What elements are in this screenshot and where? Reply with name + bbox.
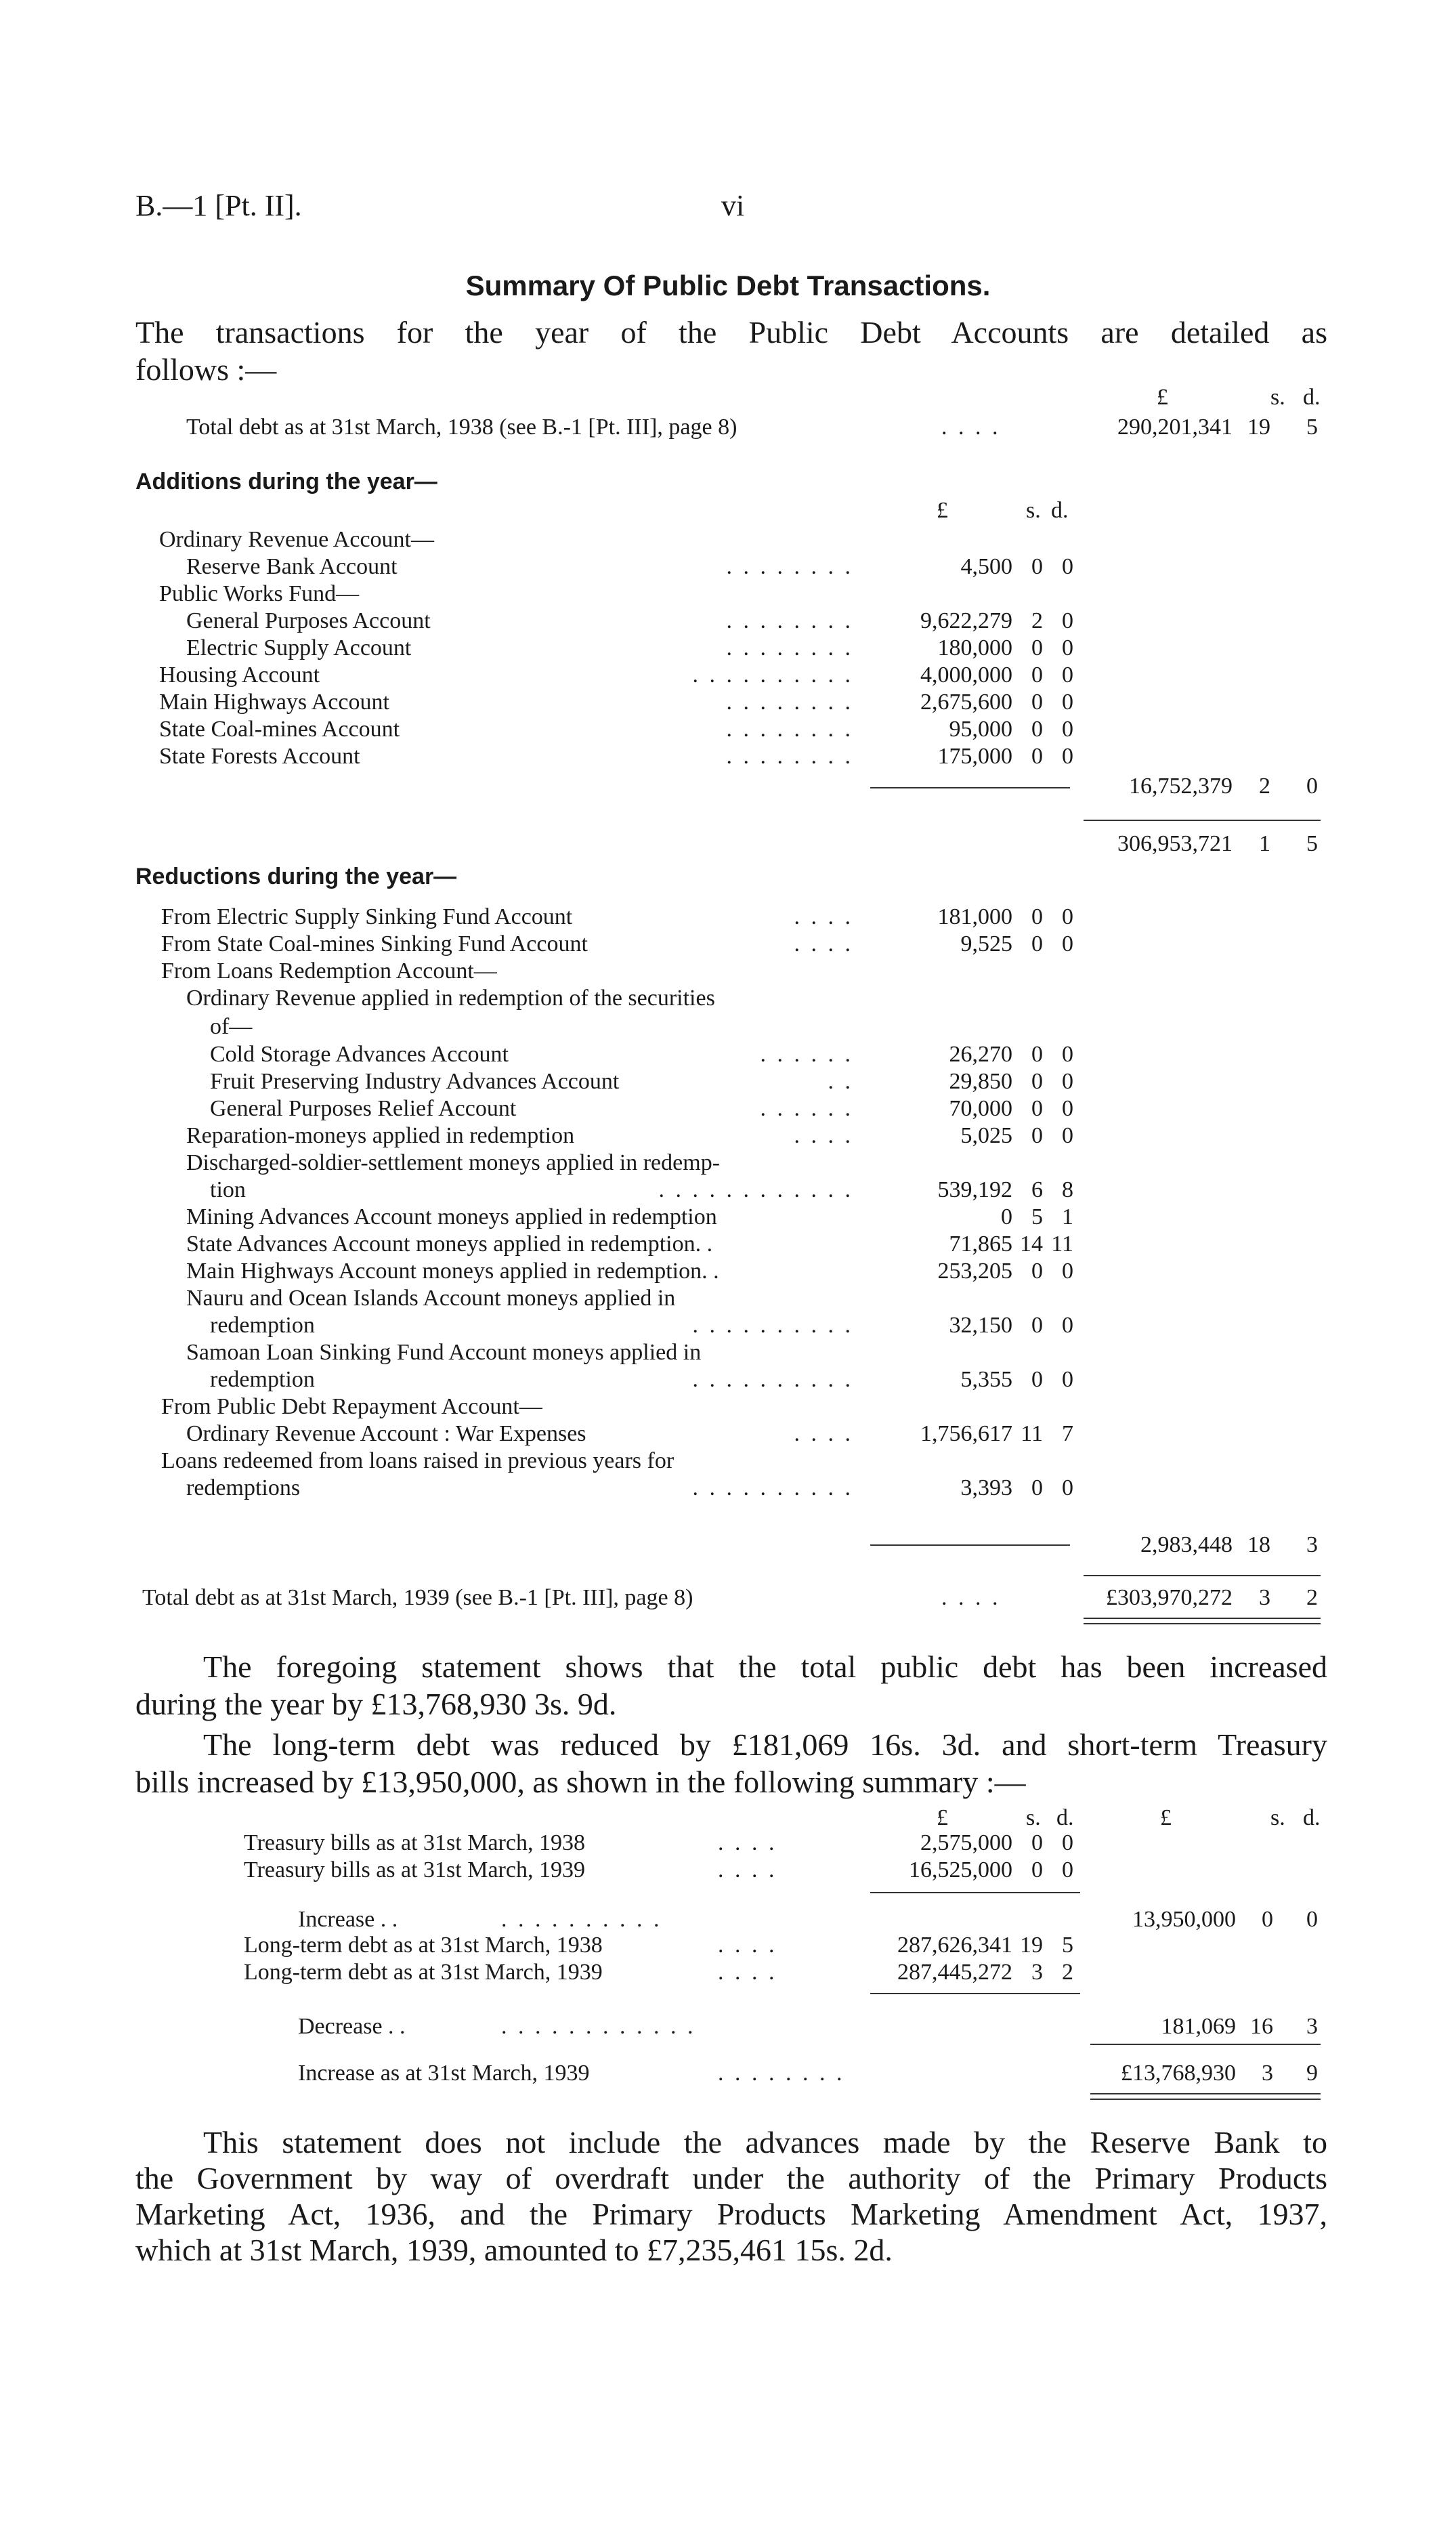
reductions-total-pence: 3 <box>1306 1532 1318 1557</box>
reductions-row-label: Ordinary Revenue applied in redemption of the securities <box>186 986 715 1011</box>
summary-lt1939-pence: 2 <box>1062 1960 1073 1985</box>
reductions-total-shillings: 18 <box>1247 1532 1270 1557</box>
additions-row-shillings: 0 <box>1031 635 1043 660</box>
summary-decrease-pence: 3 <box>1306 2014 1318 2039</box>
summary-tb1939-shillings: 0 <box>1031 1857 1043 1882</box>
reductions-row-pence: 0 <box>1062 1367 1073 1392</box>
summary-decrease-dots: . . . . . . . . . . . . <box>501 2014 696 2039</box>
reductions-heading: Reductions during the year— <box>135 864 457 889</box>
summary-increase-pounds: 13,950,000 <box>1132 1907 1236 1932</box>
reductions-row-pence: 0 <box>1062 1042 1073 1067</box>
reductions-row-shillings: 0 <box>1031 1042 1043 1067</box>
additions-row-pence: 0 <box>1062 662 1073 688</box>
reductions-row-pounds: 1,756,617 <box>920 1421 1012 1446</box>
opening-total-label: Total debt as at 31st March, 1938 (see B.-1 [Pt. III], page 8) <box>186 415 737 440</box>
summary-col-head-pence-1: d. <box>1056 1805 1074 1830</box>
summary-lt1939-pounds: 287,445,272 <box>897 1960 1012 1985</box>
summary-decrease-rule <box>1090 2044 1321 2045</box>
para3-line-2: the Government by way of overdraft under the authority of the Primary Products <box>135 2161 1327 2195</box>
additions-row-label: Ordinary Revenue Account— <box>159 527 434 552</box>
opening-total-pounds: 290,201,341 <box>1117 415 1233 440</box>
reductions-row-pounds: 539,192 <box>937 1177 1012 1202</box>
summary-col-head-shillings-2: s. <box>1270 1805 1285 1830</box>
summary-lt1939-shillings: 3 <box>1031 1960 1043 1985</box>
summary-net-underline-2 <box>1090 2099 1321 2100</box>
reductions-row-dots: . . . . <box>794 1421 853 1446</box>
reductions-row-label: redemption <box>210 1313 315 1338</box>
reductions-row-label: Discharged-soldier-settlement moneys applied in redemp- <box>186 1150 721 1175</box>
reductions-row-shillings: 6 <box>1031 1177 1043 1202</box>
opening-total-dots: . . . . <box>941 415 1001 440</box>
summary-tb1938-dots: . . . . <box>718 1830 777 1855</box>
reductions-row-dots: . . <box>828 1069 853 1094</box>
additions-subtotal-rule <box>870 787 1070 788</box>
reductions-row-label: From State Coal-mines Sinking Fund Account <box>161 931 588 956</box>
reductions-row-label: Cold Storage Advances Account <box>210 1042 509 1067</box>
reductions-row-pence: 0 <box>1062 1313 1073 1338</box>
additions-row-shillings: 0 <box>1031 554 1043 579</box>
summary-tb1939-pounds: 16,525,000 <box>909 1857 1012 1882</box>
para1-line-1: The foregoing statement shows that the total public debt has been increased <box>203 1649 1327 1684</box>
additions-row-label: Public Works Fund— <box>159 581 360 606</box>
grand-total-rule <box>1084 820 1321 821</box>
page-title: Summary Of Public Debt Transactions. <box>465 270 991 301</box>
reductions-row-label: Samoan Loan Sinking Fund Account moneys applied in <box>186 1340 702 1365</box>
summary-lt1938-pounds: 287,626,341 <box>897 1933 1012 1958</box>
reductions-row-label: Loans redeemed from loans raised in previous years for <box>161 1448 675 1473</box>
reductions-row-dots: . . . . . . . . . . . . <box>658 1177 853 1202</box>
reductions-row-label: Mining Advances Account moneys applied in redemption <box>186 1204 717 1229</box>
additions-row-pounds: 4,000,000 <box>920 662 1012 688</box>
grand-total-shillings: 1 <box>1259 831 1270 856</box>
additions-col-head-shillings: s. <box>1026 498 1041 523</box>
intro-line-1: The transactions for the year of the Public Debt Accounts are detailed as <box>135 315 1327 350</box>
reductions-row-shillings: 14 <box>1020 1231 1043 1257</box>
additions-row-pounds: 95,000 <box>949 717 1012 742</box>
additions-row-pounds: 9,622,279 <box>920 608 1012 633</box>
summary-net-underline-1 <box>1090 2093 1321 2094</box>
summary-tb1938-shillings: 0 <box>1031 1830 1043 1855</box>
summary-lt1938-shillings: 19 <box>1020 1933 1043 1958</box>
reductions-row-pence: 0 <box>1062 1123 1073 1148</box>
reductions-row-shillings: 0 <box>1031 1123 1043 1148</box>
reductions-row-pounds: 5,025 <box>960 1123 1012 1148</box>
reductions-row-label: Main Highways Account moneys applied in redemption. . <box>186 1259 719 1284</box>
summary-net-shillings: 3 <box>1262 2061 1273 2086</box>
additions-total-pounds: 16,752,379 <box>1129 774 1233 799</box>
additions-col-head-pence: d. <box>1051 498 1069 523</box>
closing-total-underline-1 <box>1084 1618 1321 1619</box>
summary-net-pounds: £13,768,930 <box>1121 2061 1236 2086</box>
reductions-row-label: tion <box>210 1177 246 1202</box>
closing-total-pounds: £303,970,272 <box>1106 1585 1233 1610</box>
reductions-row-label: General Purposes Relief Account <box>210 1096 517 1121</box>
para3-line-3: Marketing Act, 1936, and the Primary Products Marketing Amendment Act, 1937, <box>135 2197 1327 2231</box>
reductions-row-shillings: 0 <box>1031 904 1043 929</box>
reductions-row-pence: 0 <box>1062 1096 1073 1121</box>
reductions-row-label: Ordinary Revenue Account : War Expenses <box>186 1421 586 1446</box>
page-number: vi <box>721 189 745 222</box>
summary-lt1938-label: Long-term debt as at 31st March, 1938 <box>244 1933 603 1958</box>
para1-line-2: during the year by £13,768,930 3s. 9d. <box>135 1687 617 1721</box>
reductions-row-dots: . . . . <box>794 931 853 956</box>
reductions-row-pence: 0 <box>1062 931 1073 956</box>
reductions-row-pounds: 26,270 <box>949 1042 1012 1067</box>
additions-row-shillings: 2 <box>1031 608 1043 633</box>
summary-decrease-shillings: 16 <box>1250 2014 1273 2039</box>
reductions-row-pence: 1 <box>1062 1204 1073 1229</box>
reductions-row-shillings: 0 <box>1031 931 1043 956</box>
summary-increase-label: Increase . . <box>298 1907 398 1932</box>
closing-total-pence: 2 <box>1306 1585 1318 1610</box>
closing-total-underline-2 <box>1084 1623 1321 1624</box>
reductions-row-pounds: 3,393 <box>960 1475 1012 1500</box>
reductions-row-pounds: 71,865 <box>949 1231 1012 1257</box>
additions-row-label: General Purposes Account <box>186 608 431 633</box>
additions-row-label: Housing Account <box>159 662 320 688</box>
reductions-row-pounds: 253,205 <box>937 1259 1012 1284</box>
reductions-row-dots: . . . . . . <box>760 1096 853 1121</box>
summary-tb1939-label: Treasury bills as at 31st March, 1939 <box>244 1857 585 1882</box>
col-head-pence: d. <box>1303 385 1321 410</box>
reductions-row-pounds: 29,850 <box>949 1069 1012 1094</box>
reductions-row-pounds: 9,525 <box>960 931 1012 956</box>
additions-row-label: State Coal-mines Account <box>159 717 400 742</box>
additions-row-pence: 0 <box>1062 690 1073 715</box>
reductions-row-label: Reparation-moneys applied in redemption <box>186 1123 575 1148</box>
grand-total-pence: 5 <box>1306 831 1318 856</box>
summary-lt-rule <box>870 1993 1080 1994</box>
summary-col-head-shillings-1: s. <box>1026 1805 1041 1830</box>
reductions-row-label: From Public Debt Repayment Account— <box>161 1394 542 1419</box>
reductions-row-dots: . . . . . . . . . . <box>692 1475 853 1500</box>
closing-total-top-rule <box>1084 1575 1321 1576</box>
summary-decrease-label: Decrease . . <box>298 2014 406 2039</box>
additions-row-dots: . . . . . . . . <box>726 554 853 579</box>
additions-total-pence: 0 <box>1306 774 1318 799</box>
additions-row-dots: . . . . . . . . <box>726 608 853 633</box>
reductions-row-dots: . . . . <box>794 904 853 929</box>
opening-total-shillings: 19 <box>1247 415 1270 440</box>
reductions-row-shillings: 5 <box>1031 1204 1043 1229</box>
summary-tb1938-pounds: 2,575,000 <box>920 1830 1012 1855</box>
additions-row-dots: . . . . . . . . <box>726 744 853 769</box>
additions-row-pence: 0 <box>1062 744 1073 769</box>
additions-row-label: Reserve Bank Account <box>186 554 398 579</box>
reductions-row-pounds: 32,150 <box>949 1313 1012 1338</box>
additions-row-pounds: 180,000 <box>937 635 1012 660</box>
summary-col-head-pound-2: £ <box>1160 1805 1172 1830</box>
reductions-row-pence: 11 <box>1051 1231 1073 1257</box>
para3-line-4: which at 31st March, 1939, amounted to £7,235,461 15s. 2d. <box>135 2233 893 2267</box>
reductions-row-shillings: 0 <box>1031 1313 1043 1338</box>
reductions-row-pence: 0 <box>1062 1259 1073 1284</box>
additions-row-label: State Forests Account <box>159 744 360 769</box>
summary-col-head-pound-1: £ <box>937 1805 948 1830</box>
additions-row-pounds: 4,500 <box>960 554 1012 579</box>
reductions-row-shillings: 11 <box>1021 1421 1043 1446</box>
summary-tb-rule <box>870 1892 1080 1893</box>
reductions-row-pence: 0 <box>1062 904 1073 929</box>
reductions-row-label: Nauru and Ocean Islands Account moneys applied in <box>186 1286 676 1311</box>
reductions-row-dots: . . . . . . <box>760 1042 853 1067</box>
col-head-pound: £ <box>1157 385 1168 410</box>
reductions-total-pounds: 2,983,448 <box>1140 1532 1233 1557</box>
reductions-row-pence: 0 <box>1062 1475 1073 1500</box>
summary-net-dots: . . . . . . . . <box>718 2061 845 2086</box>
reductions-row-pounds: 181,000 <box>937 904 1012 929</box>
summary-tb1938-pence: 0 <box>1062 1830 1073 1855</box>
reductions-row-label: Fruit Preserving Industry Advances Account <box>210 1069 620 1094</box>
summary-lt1939-dots: . . . . <box>718 1960 777 1985</box>
summary-tb1939-dots: . . . . <box>718 1857 777 1882</box>
closing-total-label: Total debt as at 31st March, 1939 (see B.-1 [Pt. III], page 8) <box>142 1585 693 1610</box>
summary-lt1938-dots: . . . . <box>718 1933 777 1958</box>
reductions-row-label: From Electric Supply Sinking Fund Account <box>161 904 573 929</box>
additions-row-dots: . . . . . . . . <box>726 635 853 660</box>
reductions-row-label: redemption <box>210 1367 315 1392</box>
summary-decrease-pounds: 181,069 <box>1161 2014 1236 2039</box>
summary-net-label: Increase as at 31st March, 1939 <box>298 2061 590 2086</box>
reductions-row-label: From Loans Redemption Account— <box>161 958 497 984</box>
summary-lt1939-label: Long-term debt as at 31st March, 1939 <box>244 1960 603 1985</box>
closing-total-dots: . . . . <box>941 1585 1001 1610</box>
reductions-row-pounds: 70,000 <box>949 1096 1012 1121</box>
grand-total-pounds: 306,953,721 <box>1117 831 1233 856</box>
additions-row-shillings: 0 <box>1031 690 1043 715</box>
summary-net-pence: 9 <box>1306 2061 1318 2086</box>
reductions-row-pence: 0 <box>1062 1069 1073 1094</box>
additions-row-pounds: 175,000 <box>937 744 1012 769</box>
col-head-shillings: s. <box>1270 385 1285 410</box>
para2-line-2: bills increased by £13,950,000, as shown in the following summary :— <box>135 1765 1026 1799</box>
additions-row-shillings: 0 <box>1031 744 1043 769</box>
reductions-row-shillings: 0 <box>1031 1069 1043 1094</box>
additions-row-pence: 0 <box>1062 608 1073 633</box>
para2-line-1: The long-term debt was reduced by £181,069 16s. 3d. and short-term Treasury <box>203 1727 1327 1762</box>
additions-total-shillings: 2 <box>1259 774 1270 799</box>
reductions-row-pence: 7 <box>1062 1421 1073 1446</box>
additions-row-label: Main Highways Account <box>159 690 389 715</box>
reductions-row-label: State Advances Account moneys applied in redemption. . <box>186 1231 713 1257</box>
additions-row-pence: 0 <box>1062 554 1073 579</box>
reductions-row-dots: . . . . <box>794 1123 853 1148</box>
reductions-row-pounds: 5,355 <box>960 1367 1012 1392</box>
additions-row-pence: 0 <box>1062 717 1073 742</box>
summary-increase-shillings: 0 <box>1262 1907 1273 1932</box>
summary-tb1939-pence: 0 <box>1062 1857 1073 1882</box>
reductions-row-dots: . . . . . . . . . . <box>692 1313 853 1338</box>
reductions-row-label: of— <box>210 1014 253 1039</box>
reductions-row-shillings: 0 <box>1031 1367 1043 1392</box>
additions-row-shillings: 0 <box>1031 717 1043 742</box>
reductions-row-label: redemptions <box>186 1475 301 1500</box>
para3-line-1: This statement does not include the advances made by the Reserve Bank to <box>203 2125 1327 2160</box>
reductions-row-dots: . . . . . . . . . . <box>692 1367 853 1392</box>
closing-total-shillings: 3 <box>1259 1585 1270 1610</box>
additions-row-label: Electric Supply Account <box>186 635 412 660</box>
reductions-row-shillings: 0 <box>1031 1475 1043 1500</box>
additions-row-dots: . . . . . . . . <box>726 717 853 742</box>
additions-row-shillings: 0 <box>1031 662 1043 688</box>
additions-col-head-pound: £ <box>937 498 948 523</box>
summary-tb1938-label: Treasury bills as at 31st March, 1938 <box>244 1830 585 1855</box>
opening-total-pence: 5 <box>1306 415 1318 440</box>
reductions-row-shillings: 0 <box>1031 1259 1043 1284</box>
summary-increase-pence: 0 <box>1306 1907 1318 1932</box>
reductions-row-pence: 8 <box>1062 1177 1073 1202</box>
additions-row-pence: 0 <box>1062 635 1073 660</box>
reductions-row-pounds: 0 <box>1001 1204 1012 1229</box>
reductions-subtotal-rule <box>870 1544 1070 1546</box>
additions-heading: Additions during the year— <box>135 469 437 494</box>
additions-row-dots: . . . . . . . . <box>726 690 853 715</box>
intro-line-2: follows :— <box>135 352 277 387</box>
additions-row-dots: . . . . . . . . . . <box>692 662 853 688</box>
summary-lt1938-pence: 5 <box>1062 1933 1073 1958</box>
reductions-row-shillings: 0 <box>1031 1096 1043 1121</box>
summary-increase-dots: . . . . . . . . . . <box>501 1907 662 1932</box>
summary-col-head-pence-2: d. <box>1303 1805 1321 1830</box>
document-reference: B.—1 [Pt. II]. <box>135 189 302 222</box>
additions-row-pounds: 2,675,600 <box>920 690 1012 715</box>
